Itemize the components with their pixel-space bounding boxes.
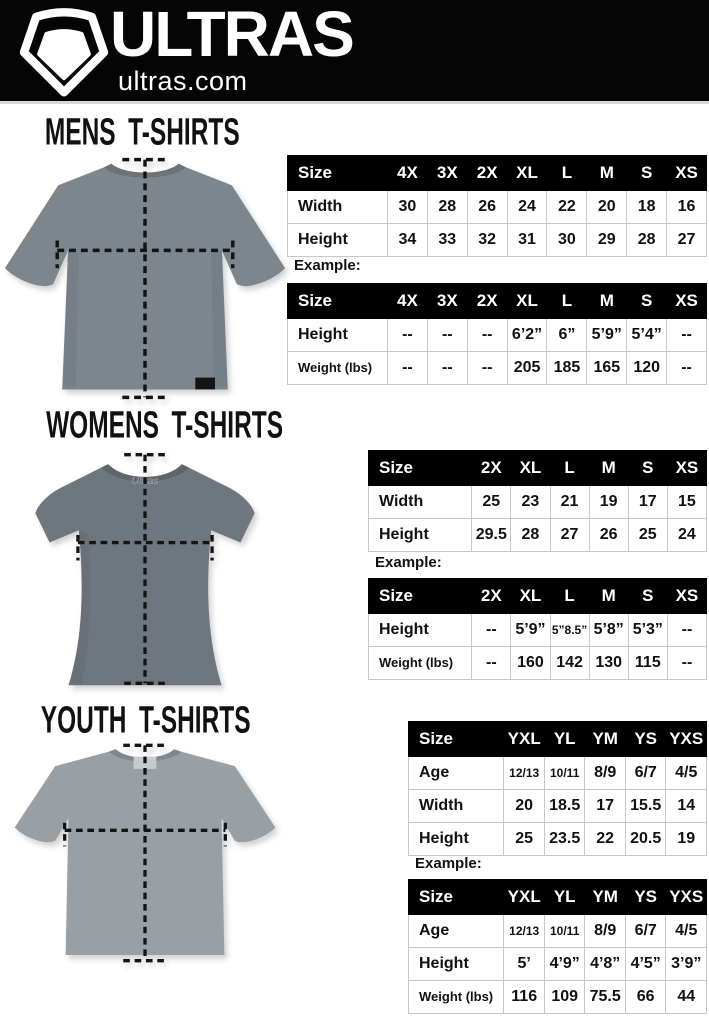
size-column-header: S bbox=[628, 579, 667, 614]
youth-example-label: Example: bbox=[415, 855, 482, 872]
value-cell: 8/9 bbox=[585, 915, 626, 948]
size-column-header: YL bbox=[544, 722, 585, 757]
value-cell: 6” bbox=[547, 319, 587, 352]
table-header-row bbox=[369, 451, 707, 486]
value-cell: 30 bbox=[387, 191, 427, 224]
value-cell: -- bbox=[387, 319, 427, 352]
value-cell: -- bbox=[667, 319, 707, 352]
youth-size-table-wrap bbox=[408, 721, 707, 856]
row-label-cell: Age bbox=[409, 757, 504, 790]
value-cell: 22 bbox=[585, 823, 626, 856]
size-column-header: 2X bbox=[467, 284, 507, 319]
youth-title-text: YOUTH T-SHIRTS bbox=[40, 698, 251, 742]
size-header-cell: Size bbox=[288, 156, 388, 191]
value-cell: 4’5” bbox=[625, 948, 666, 981]
value-cell: 3’9” bbox=[666, 948, 707, 981]
size-column-header: XS bbox=[667, 579, 706, 614]
size-column-header: M bbox=[587, 156, 627, 191]
table-row bbox=[409, 981, 707, 1014]
value-cell: 16 bbox=[667, 191, 707, 224]
youth-example-table bbox=[408, 879, 707, 1014]
mens-example-table bbox=[287, 283, 707, 385]
value-cell: -- bbox=[427, 319, 467, 352]
youth-size-table bbox=[408, 721, 707, 856]
row-label-cell: Weight (lbs) bbox=[288, 352, 388, 385]
value-cell: 5’3” bbox=[628, 614, 667, 647]
size-column-header: XL bbox=[507, 284, 547, 319]
value-cell: 5’ bbox=[504, 948, 545, 981]
value-cell: 4’9” bbox=[544, 948, 585, 981]
womens-tshirt-image bbox=[8, 438, 282, 700]
value-cell: 27 bbox=[550, 519, 589, 552]
size-column-header: 3X bbox=[427, 284, 467, 319]
size-column-header: 2X bbox=[467, 156, 507, 191]
value-cell: 66 bbox=[625, 981, 666, 1014]
value-cell: 23 bbox=[511, 486, 550, 519]
collar-watermark: Ultras bbox=[131, 475, 159, 487]
size-column-header: S bbox=[628, 451, 667, 486]
ultras-pentagon-logo-icon bbox=[16, 4, 112, 97]
size-column-header: YXL bbox=[504, 880, 545, 915]
table-row bbox=[409, 790, 707, 823]
size-column-header: YXS bbox=[666, 722, 707, 757]
value-cell: 22 bbox=[547, 191, 587, 224]
hem-tag bbox=[195, 378, 215, 390]
value-cell: 24 bbox=[507, 191, 547, 224]
row-label-cell: Width bbox=[409, 790, 504, 823]
table-row bbox=[369, 519, 707, 552]
size-column-header: 2X bbox=[472, 579, 511, 614]
value-cell: 25 bbox=[628, 519, 667, 552]
value-cell: 28 bbox=[427, 191, 467, 224]
site-url: ultras.com bbox=[118, 66, 248, 96]
value-cell: 33 bbox=[427, 224, 467, 257]
header-bar bbox=[0, 0, 709, 104]
value-cell: 15 bbox=[667, 486, 706, 519]
value-cell: 20.5 bbox=[625, 823, 666, 856]
value-cell: 20 bbox=[587, 191, 627, 224]
value-cell: 15.5 bbox=[625, 790, 666, 823]
womens-size-table-wrap bbox=[368, 450, 707, 552]
value-cell: 6/7 bbox=[625, 915, 666, 948]
youth-example-table-wrap bbox=[408, 879, 707, 1014]
row-label-cell: Age bbox=[409, 915, 504, 948]
value-cell: 120 bbox=[627, 352, 667, 385]
row-label-cell: Height bbox=[369, 519, 472, 552]
row-label-cell: Width bbox=[288, 191, 388, 224]
size-column-header: YM bbox=[585, 880, 626, 915]
value-cell: 10/11 bbox=[544, 757, 585, 790]
value-cell: 130 bbox=[589, 647, 628, 680]
womens-example-table bbox=[368, 578, 707, 680]
value-cell: -- bbox=[667, 614, 706, 647]
value-cell: 6’2” bbox=[507, 319, 547, 352]
value-cell: 75.5 bbox=[585, 981, 626, 1014]
value-cell: 28 bbox=[511, 519, 550, 552]
row-label-cell: Height bbox=[409, 823, 504, 856]
value-cell: 18.5 bbox=[544, 790, 585, 823]
value-cell: -- bbox=[467, 352, 507, 385]
size-column-header: YM bbox=[585, 722, 626, 757]
table-header-row bbox=[288, 156, 707, 191]
size-column-header: L bbox=[547, 156, 587, 191]
value-cell: 4/5 bbox=[666, 757, 707, 790]
value-cell: 26 bbox=[589, 519, 628, 552]
size-column-header: XS bbox=[667, 284, 707, 319]
youth-tshirt-image bbox=[8, 734, 282, 972]
mens-section-title bbox=[0, 110, 284, 154]
value-cell: 44 bbox=[666, 981, 707, 1014]
row-label-cell: Weight (lbs) bbox=[409, 981, 504, 1014]
size-column-header: S bbox=[627, 284, 667, 319]
value-cell: -- bbox=[467, 319, 507, 352]
value-cell: 25 bbox=[472, 486, 511, 519]
row-label-cell: Height bbox=[409, 948, 504, 981]
womens-example-table-wrap bbox=[368, 578, 707, 680]
size-header-cell: Size bbox=[409, 880, 504, 915]
value-cell: 6/7 bbox=[625, 757, 666, 790]
value-cell: 25 bbox=[504, 823, 545, 856]
table-row bbox=[409, 915, 707, 948]
value-cell: 5’8” bbox=[589, 614, 628, 647]
value-cell: 19 bbox=[666, 823, 707, 856]
value-cell: 185 bbox=[547, 352, 587, 385]
table-row bbox=[288, 224, 707, 257]
value-cell: 5’4” bbox=[627, 319, 667, 352]
size-column-header: XL bbox=[511, 451, 550, 486]
size-column-header: 3X bbox=[427, 156, 467, 191]
mens-size-table bbox=[287, 155, 707, 257]
size-column-header: YXL bbox=[504, 722, 545, 757]
womens-size-table bbox=[368, 450, 707, 552]
size-column-header: 4X bbox=[387, 156, 427, 191]
value-cell: 19 bbox=[589, 486, 628, 519]
row-label-cell: Height bbox=[288, 224, 388, 257]
value-cell: -- bbox=[472, 614, 511, 647]
size-column-header: XS bbox=[667, 451, 706, 486]
size-column-header: M bbox=[587, 284, 627, 319]
value-cell: 21 bbox=[550, 486, 589, 519]
table-row bbox=[369, 647, 707, 680]
size-column-header: XL bbox=[507, 156, 547, 191]
value-cell: 18 bbox=[627, 191, 667, 224]
mens-size-table-wrap bbox=[287, 155, 707, 257]
table-header-row bbox=[288, 284, 707, 319]
value-cell: 23.5 bbox=[544, 823, 585, 856]
mens-example-label: Example: bbox=[294, 257, 361, 274]
value-cell: 142 bbox=[550, 647, 589, 680]
value-cell: 29 bbox=[587, 224, 627, 257]
size-column-header: YL bbox=[544, 880, 585, 915]
size-column-header: L bbox=[550, 579, 589, 614]
value-cell: 12/13 bbox=[504, 757, 545, 790]
value-cell: 31 bbox=[507, 224, 547, 257]
table-row bbox=[409, 948, 707, 981]
size-header-cell: Size bbox=[288, 284, 388, 319]
value-cell: 5”8.5” bbox=[550, 614, 589, 647]
row-label-cell: Height bbox=[288, 319, 388, 352]
table-header-row bbox=[409, 722, 707, 757]
value-cell: 14 bbox=[666, 790, 707, 823]
table-row bbox=[409, 823, 707, 856]
value-cell: 109 bbox=[544, 981, 585, 1014]
value-cell: 28 bbox=[627, 224, 667, 257]
value-cell: 29.5 bbox=[472, 519, 511, 552]
value-cell: -- bbox=[427, 352, 467, 385]
value-cell: 17 bbox=[628, 486, 667, 519]
table-row bbox=[288, 319, 707, 352]
size-column-header: YS bbox=[625, 880, 666, 915]
size-column-header: XS bbox=[667, 156, 707, 191]
value-cell: 5’9” bbox=[511, 614, 550, 647]
size-column-header: 2X bbox=[472, 451, 511, 486]
womens-example-label: Example: bbox=[375, 554, 442, 571]
mens-tshirt-image bbox=[2, 150, 288, 407]
row-label-cell: Width bbox=[369, 486, 472, 519]
value-cell: 12/13 bbox=[504, 915, 545, 948]
size-column-header: S bbox=[627, 156, 667, 191]
value-cell: 115 bbox=[628, 647, 667, 680]
value-cell: 17 bbox=[585, 790, 626, 823]
value-cell: 30 bbox=[547, 224, 587, 257]
value-cell: 24 bbox=[667, 519, 706, 552]
size-column-header: 4X bbox=[387, 284, 427, 319]
value-cell: -- bbox=[667, 352, 707, 385]
value-cell: 4/5 bbox=[666, 915, 707, 948]
value-cell: 116 bbox=[504, 981, 545, 1014]
size-column-header: M bbox=[589, 451, 628, 486]
size-column-header: YS bbox=[625, 722, 666, 757]
value-cell: 8/9 bbox=[585, 757, 626, 790]
size-header-cell: Size bbox=[369, 579, 472, 614]
value-cell: 34 bbox=[387, 224, 427, 257]
mens-title-text: MENS T-SHIRTS bbox=[44, 110, 240, 154]
size-column-header: XL bbox=[511, 579, 550, 614]
table-header-row bbox=[369, 579, 707, 614]
table-row bbox=[369, 614, 707, 647]
table-row bbox=[369, 486, 707, 519]
row-label-cell: Height bbox=[369, 614, 472, 647]
size-header-cell: Size bbox=[369, 451, 472, 486]
value-cell: -- bbox=[387, 352, 427, 385]
value-cell: -- bbox=[472, 647, 511, 680]
table-row bbox=[288, 352, 707, 385]
value-cell: -- bbox=[667, 647, 706, 680]
value-cell: 32 bbox=[467, 224, 507, 257]
size-column-header: L bbox=[547, 284, 587, 319]
table-row bbox=[288, 191, 707, 224]
row-label-cell: Weight (lbs) bbox=[369, 647, 472, 680]
value-cell: 26 bbox=[467, 191, 507, 224]
value-cell: 20 bbox=[504, 790, 545, 823]
value-cell: 27 bbox=[667, 224, 707, 257]
size-column-header: M bbox=[589, 579, 628, 614]
mens-example-table-wrap bbox=[287, 283, 707, 385]
table-row bbox=[409, 757, 707, 790]
value-cell: 10/11 bbox=[544, 915, 585, 948]
womens-title-text: WOMENS T-SHIRTS bbox=[46, 403, 284, 447]
size-column-header: L bbox=[550, 451, 589, 486]
table-header-row bbox=[409, 880, 707, 915]
value-cell: 165 bbox=[587, 352, 627, 385]
size-column-header: YXS bbox=[666, 880, 707, 915]
value-cell: 4’8” bbox=[585, 948, 626, 981]
brand-wordmark: ULTRAS bbox=[110, 0, 353, 70]
size-header-cell: Size bbox=[409, 722, 504, 757]
value-cell: 205 bbox=[507, 352, 547, 385]
value-cell: 160 bbox=[511, 647, 550, 680]
value-cell: 5’9” bbox=[587, 319, 627, 352]
